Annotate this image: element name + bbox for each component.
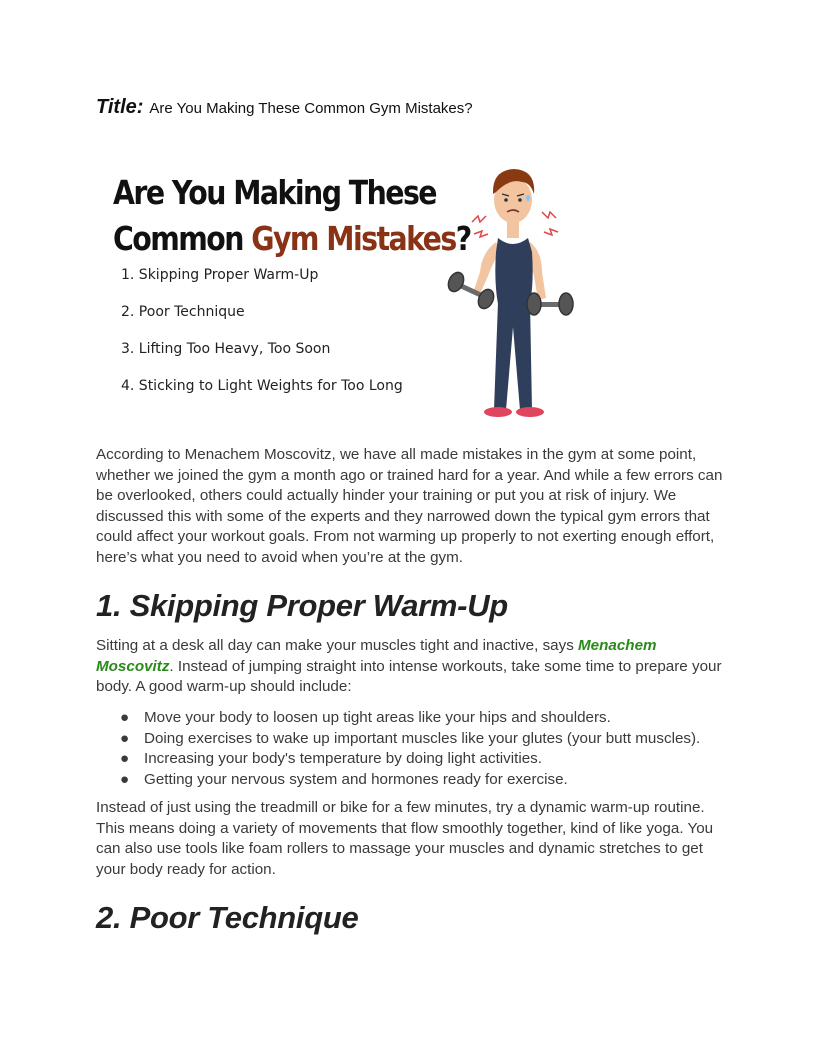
bullet-icon: ● (120, 770, 130, 788)
list-item: ● Doing exercises to wake up important muscles like your glutes (your butt muscles). (120, 729, 700, 750)
hero-list-item: 2. Poor Technique (121, 304, 245, 320)
hero-image (96, 148, 596, 424)
right-dumbbell-icon (527, 293, 573, 315)
left-dumbbell-icon (445, 270, 496, 311)
hero-heading (113, 170, 471, 262)
warm-up-paragraph (96, 636, 726, 698)
section-heading-technique: 2. Poor Technique (96, 900, 359, 935)
hero-list-item: 3. Lifting Too Heavy, Too Soon (121, 341, 331, 357)
hero-heading-accent: Gym Mistakes (251, 219, 456, 258)
hero-list-item: 1. Skipping Proper Warm-Up (121, 267, 319, 283)
hero-list-item: 4. Sticking to Light Weights for Too Long (121, 378, 403, 394)
dynamic-warm-up-paragraph: Instead of just using the treadmill or bike for a few minutes, try a dynamic warm-up routine. This means doing a variety of movements that flow smoothly together, kind of like yoga. You can also use tools like foam rollers to massage your muscles and dynamic stretches to get your body ready for action. (96, 799, 714, 878)
warm-up-para-end: . Instead of jumping straight into intense workouts, take some time to prepare your body. A good warm-up should include: (96, 657, 722, 695)
list-item: ● Increasing your body's temperature by doing light activities. (120, 749, 700, 770)
right-shoe (516, 407, 544, 417)
bullet-icon: ● (120, 729, 130, 747)
warm-up-para-start: Sitting at a desk all day can make your muscles tight and inactive, says (96, 637, 579, 654)
hero-heading-end: ? (455, 219, 471, 258)
warm-up-bullet-list (120, 708, 700, 790)
author-name-link[interactable]: Menachem Moscovitz (96, 637, 657, 675)
legs (494, 302, 532, 410)
section-heading-warm-up: 1. Skipping Proper Warm-Up (96, 588, 508, 623)
list-item: ● Move your body to loosen up tight areas like your hips and shoulders. (120, 708, 700, 729)
intro-paragraph: According to Menachem Moscovitz, we have all made mistakes in the gym at some point, whether we joined the gym a month ago or trained hard for a year. And while a few errors can be overlooked, others could actually hinder your training or put you at risk of injury. We discussed this with some of the experts and they narrowed down the typical gym errors that could affect your workout goals. From not warming up properly to not exerting enough effort, here’s what you need to avoid when you’re at the gym. (96, 446, 723, 566)
title-text: Are You Making These Common Gym Mistakes? (149, 100, 473, 117)
left-shoe (484, 407, 512, 417)
hero-mistake-list (121, 265, 403, 413)
bullet-icon: ● (120, 709, 130, 726)
tank-top (495, 238, 532, 304)
hero-heading-line2 (113, 216, 471, 262)
title-label: Title: (96, 96, 144, 118)
hero-heading-line1: Are You Making These (113, 173, 437, 212)
document-title (96, 96, 473, 119)
hero-heading-plain: Common (113, 219, 252, 258)
gym-man-illustration (438, 152, 588, 424)
list-item: ● Getting your nervous system and hormones ready for exercise. (120, 770, 700, 791)
bullet-icon: ● (120, 750, 130, 767)
